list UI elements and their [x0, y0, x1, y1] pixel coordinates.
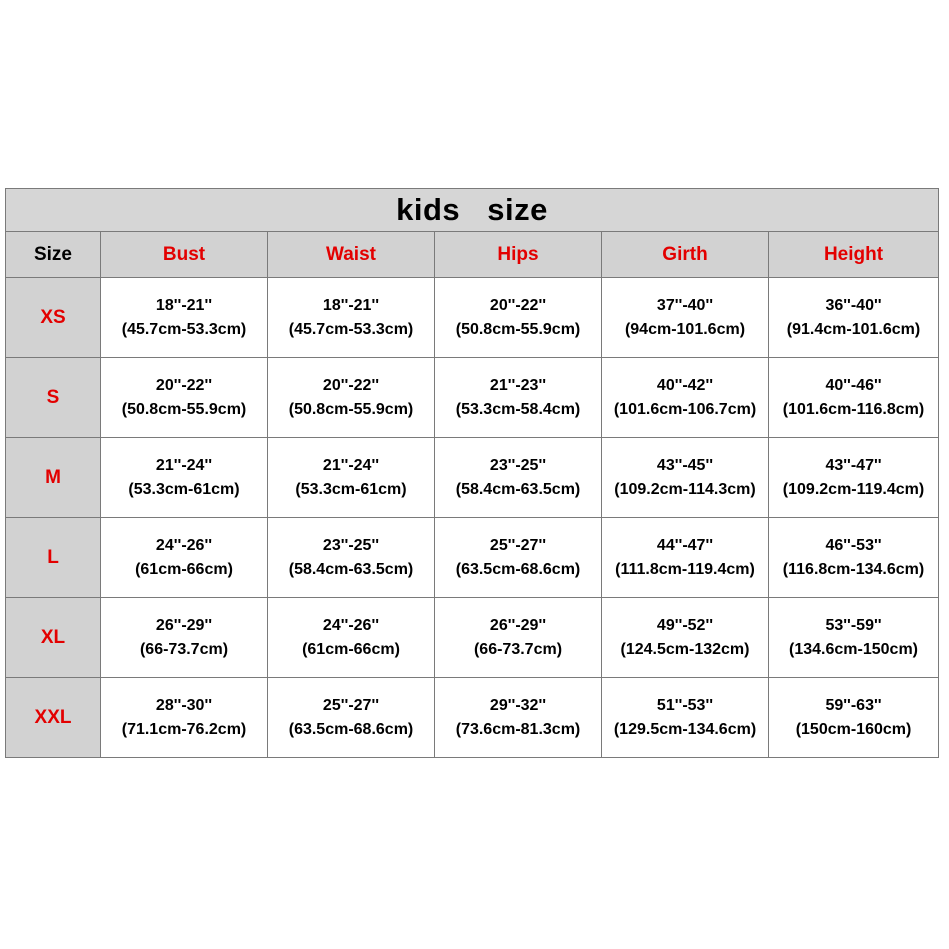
- bust-cell: [101, 358, 268, 438]
- height-cell: [769, 598, 939, 678]
- inch-range: 23''-25'': [322, 536, 380, 554]
- hips-cell: [435, 358, 602, 438]
- inch-range: 21''-24'': [322, 456, 380, 474]
- height-cell: [769, 678, 939, 758]
- bust-cell: [101, 598, 268, 678]
- header-row: [6, 232, 939, 278]
- table-row: [6, 438, 939, 518]
- cm-range: (71.1cm-76.2cm): [121, 720, 247, 738]
- cm-range: (53.3cm-58.4cm): [455, 400, 581, 418]
- girth-cell: [602, 598, 769, 678]
- inch-range: 20''-22'': [489, 296, 547, 314]
- cm-range: (53.3cm-61cm): [295, 480, 407, 498]
- inch-range: 37''-40'': [656, 296, 714, 314]
- table-row: [6, 278, 939, 358]
- inch-range: 51''-53'': [656, 696, 714, 714]
- inch-range: 25''-27'': [322, 696, 380, 714]
- size-label: XXL: [6, 678, 101, 758]
- waist-cell: [268, 358, 435, 438]
- inch-range: 28''-30'': [155, 696, 213, 714]
- cm-range: (73.6cm-81.3cm): [455, 720, 581, 738]
- cm-range: (58.4cm-63.5cm): [455, 480, 581, 498]
- inch-range: 40''-42'': [656, 376, 714, 394]
- cm-range: (124.5cm-132cm): [620, 640, 750, 658]
- cm-range: (45.7cm-53.3cm): [121, 320, 247, 338]
- hips-cell: [435, 278, 602, 358]
- height-column-header: Height: [769, 232, 939, 278]
- cm-range: (53.3cm-61cm): [128, 480, 240, 498]
- inch-range: 18''-21'': [155, 296, 213, 314]
- height-cell: [769, 278, 939, 358]
- hips-cell: [435, 678, 602, 758]
- hips-cell: [435, 518, 602, 598]
- table-body: [6, 278, 939, 758]
- inch-range: 25''-27'': [489, 536, 547, 554]
- inch-range: 23''-25'': [489, 456, 547, 474]
- height-cell: [769, 438, 939, 518]
- size-label: XL: [6, 598, 101, 678]
- inch-range: 26''-29'': [489, 616, 547, 634]
- inch-range: 43''-47'': [825, 456, 882, 474]
- cm-range: (109.2cm-114.3cm): [614, 480, 756, 498]
- bust-column-header: Bust: [101, 232, 268, 278]
- inch-range: 26''-29'': [155, 616, 213, 634]
- cm-range: (109.2cm-119.4cm): [782, 480, 925, 498]
- size-column-header: Size: [6, 232, 101, 278]
- inch-range: 40''-46'': [825, 376, 882, 394]
- inch-range: 46''-53'': [825, 536, 882, 554]
- girth-column-header: Girth: [602, 232, 769, 278]
- cm-range: (94cm-101.6cm): [624, 320, 746, 338]
- girth-cell: [602, 518, 769, 598]
- girth-cell: [602, 358, 769, 438]
- table-row: [6, 518, 939, 598]
- cm-range: (45.7cm-53.3cm): [288, 320, 414, 338]
- inch-range: 49''-52'': [656, 616, 714, 634]
- bust-cell: [101, 438, 268, 518]
- cm-range: (101.6cm-116.8cm): [782, 400, 925, 418]
- size-label: L: [6, 518, 101, 598]
- table-row: [6, 358, 939, 438]
- inch-range: 21''-23'': [489, 376, 547, 394]
- cm-range: (116.8cm-134.6cm): [782, 560, 925, 578]
- inch-range: 53''-59'': [825, 616, 882, 634]
- cm-range: (58.4cm-63.5cm): [288, 560, 414, 578]
- cm-range: (129.5cm-134.6cm): [613, 720, 757, 738]
- cm-range: (91.4cm-101.6cm): [786, 320, 921, 338]
- inch-range: 18''-21'': [322, 296, 380, 314]
- inch-range: 29''-32'': [489, 696, 547, 714]
- cm-range: (111.8cm-119.4cm): [615, 560, 755, 578]
- hips-column-header: Hips: [435, 232, 602, 278]
- cm-range: (66-73.7cm): [473, 640, 563, 658]
- bust-cell: [101, 278, 268, 358]
- waist-column-header: Waist: [268, 232, 435, 278]
- waist-cell: [268, 438, 435, 518]
- cm-range: (134.6cm-150cm): [789, 640, 918, 658]
- inch-range: 36''-40'': [825, 296, 882, 314]
- table-row: [6, 678, 939, 758]
- inch-range: 44''-47'': [656, 536, 714, 554]
- inch-range: 20''-22'': [155, 376, 213, 394]
- cm-range: (61cm-66cm): [135, 560, 233, 578]
- waist-cell: [268, 598, 435, 678]
- bust-cell: [101, 518, 268, 598]
- cm-range: (66-73.7cm): [139, 640, 229, 658]
- waist-cell: [268, 518, 435, 598]
- cm-range: (63.5cm-68.6cm): [288, 720, 414, 738]
- inch-range: 20''-22'': [322, 376, 380, 394]
- girth-cell: [602, 678, 769, 758]
- cm-range: (61cm-66cm): [302, 640, 400, 658]
- cm-range: (50.8cm-55.9cm): [455, 320, 581, 338]
- size-label: XS: [6, 278, 101, 358]
- cm-range: (50.8cm-55.9cm): [288, 400, 414, 418]
- table-title: kids size: [6, 189, 939, 232]
- hips-cell: [435, 598, 602, 678]
- size-chart-table: [5, 188, 939, 758]
- bust-cell: [101, 678, 268, 758]
- cm-range: (50.8cm-55.9cm): [121, 400, 247, 418]
- table-row: [6, 598, 939, 678]
- cm-range: (101.6cm-106.7cm): [613, 400, 757, 418]
- size-label: M: [6, 438, 101, 518]
- girth-cell: [602, 278, 769, 358]
- inch-range: 24''-26'': [155, 536, 213, 554]
- size-label: S: [6, 358, 101, 438]
- height-cell: [769, 518, 939, 598]
- inch-range: 59''-63'': [825, 696, 882, 714]
- cm-range: (63.5cm-68.6cm): [455, 560, 581, 578]
- waist-cell: [268, 678, 435, 758]
- inch-range: 24''-26'': [322, 616, 380, 634]
- girth-cell: [602, 438, 769, 518]
- hips-cell: [435, 438, 602, 518]
- cm-range: (150cm-160cm): [795, 720, 912, 738]
- waist-cell: [268, 278, 435, 358]
- inch-range: 43''-45'': [656, 456, 714, 474]
- height-cell: [769, 358, 939, 438]
- inch-range: 21''-24'': [155, 456, 213, 474]
